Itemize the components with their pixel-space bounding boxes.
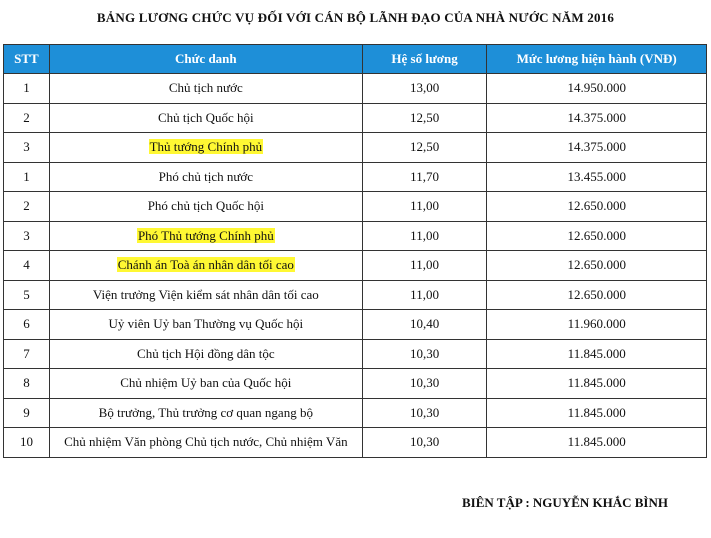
row-stt: 7 bbox=[4, 339, 50, 369]
row-coefficient: 11,00 bbox=[362, 251, 487, 281]
table-header-row bbox=[4, 45, 707, 74]
table-row bbox=[4, 221, 707, 251]
row-position: Bộ trưởng, Thủ trưởng cơ quan ngang bộ bbox=[49, 398, 362, 428]
table-row bbox=[4, 103, 707, 133]
header-salary: Mức lương hiện hành (VNĐ) bbox=[487, 45, 707, 74]
row-position: Chủ nhiệm Văn phòng Chủ tịch nước, Chủ nhiệm Văn bbox=[49, 428, 362, 458]
editor-credit: BIÊN TẬP : NGUYỄN KHẮC BÌNH bbox=[462, 495, 668, 510]
row-salary: 11.845.000 bbox=[487, 339, 707, 369]
row-coefficient: 10,30 bbox=[362, 398, 487, 428]
row-salary: 11.845.000 bbox=[487, 428, 707, 458]
row-stt: 9 bbox=[4, 398, 50, 428]
table-row bbox=[4, 428, 707, 458]
row-coefficient: 10,30 bbox=[362, 428, 487, 458]
row-salary: 13.455.000 bbox=[487, 162, 707, 192]
highlighted-position: Thủ tướng Chính phủ bbox=[149, 139, 263, 155]
salary-table bbox=[3, 44, 707, 458]
table-row bbox=[4, 369, 707, 399]
row-stt: 6 bbox=[4, 310, 50, 340]
row-salary: 14.375.000 bbox=[487, 133, 707, 163]
row-stt: 1 bbox=[4, 74, 50, 104]
header-stt: STT bbox=[4, 45, 50, 74]
row-stt: 1 bbox=[4, 162, 50, 192]
row-coefficient: 12,50 bbox=[362, 133, 487, 163]
document-title: BẢNG LƯƠNG CHỨC VỤ ĐỐI VỚI CÁN BỘ LÃNH ĐẠO CỦA NHÀ NƯỚC NĂM 2016 bbox=[96, 10, 615, 25]
row-position: Uỷ viên Uỷ ban Thường vụ Quốc hội bbox=[49, 310, 362, 340]
row-position: Phó chủ tịch nước bbox=[49, 162, 362, 192]
table-row bbox=[4, 310, 707, 340]
table-row bbox=[4, 162, 707, 192]
row-coefficient: 10,30 bbox=[362, 339, 487, 369]
row-stt: 4 bbox=[4, 251, 50, 281]
row-position bbox=[49, 251, 362, 281]
row-position: Chủ tịch Hội đồng dân tộc bbox=[49, 339, 362, 369]
row-salary: 14.375.000 bbox=[487, 103, 707, 133]
row-salary: 11.960.000 bbox=[487, 310, 707, 340]
row-salary: 14.950.000 bbox=[487, 74, 707, 104]
row-coefficient: 13,00 bbox=[362, 74, 487, 104]
row-position: Phó chủ tịch Quốc hội bbox=[49, 192, 362, 222]
header-coefficient: Hệ số lương bbox=[362, 45, 487, 74]
row-position: Chủ tịch nước bbox=[49, 74, 362, 104]
row-stt: 3 bbox=[4, 221, 50, 251]
row-coefficient: 10,30 bbox=[362, 369, 487, 399]
table-row bbox=[4, 192, 707, 222]
row-coefficient: 11,00 bbox=[362, 280, 487, 310]
row-coefficient: 11,00 bbox=[362, 192, 487, 222]
row-salary: 11.845.000 bbox=[487, 369, 707, 399]
header-position: Chức danh bbox=[49, 45, 362, 74]
row-stt: 3 bbox=[4, 133, 50, 163]
row-position bbox=[49, 221, 362, 251]
row-stt: 10 bbox=[4, 428, 50, 458]
row-salary: 12.650.000 bbox=[487, 221, 707, 251]
row-stt: 2 bbox=[4, 192, 50, 222]
row-stt: 8 bbox=[4, 369, 50, 399]
table-row bbox=[4, 280, 707, 310]
row-coefficient: 12,50 bbox=[362, 103, 487, 133]
row-position: Chủ nhiệm Uỷ ban của Quốc hội bbox=[49, 369, 362, 399]
row-salary: 12.650.000 bbox=[487, 280, 707, 310]
row-salary: 12.650.000 bbox=[487, 192, 707, 222]
row-stt: 2 bbox=[4, 103, 50, 133]
row-salary: 11.845.000 bbox=[487, 398, 707, 428]
table-row bbox=[4, 339, 707, 369]
row-position: Chủ tịch Quốc hội bbox=[49, 103, 362, 133]
row-position: Viện trưởng Viện kiểm sát nhân dân tối cao bbox=[49, 280, 362, 310]
row-coefficient: 11,70 bbox=[362, 162, 487, 192]
row-coefficient: 11,00 bbox=[362, 221, 487, 251]
table-row bbox=[4, 74, 707, 104]
highlighted-position: Chánh án Toà án nhân dân tối cao bbox=[117, 257, 294, 273]
table-row bbox=[4, 133, 707, 163]
row-stt: 5 bbox=[4, 280, 50, 310]
table-row bbox=[4, 251, 707, 281]
highlighted-position: Phó Thủ tướng Chính phủ bbox=[137, 227, 274, 243]
table-row bbox=[4, 398, 707, 428]
row-salary: 12.650.000 bbox=[487, 251, 707, 281]
row-position bbox=[49, 133, 362, 163]
row-coefficient: 10,40 bbox=[362, 310, 487, 340]
